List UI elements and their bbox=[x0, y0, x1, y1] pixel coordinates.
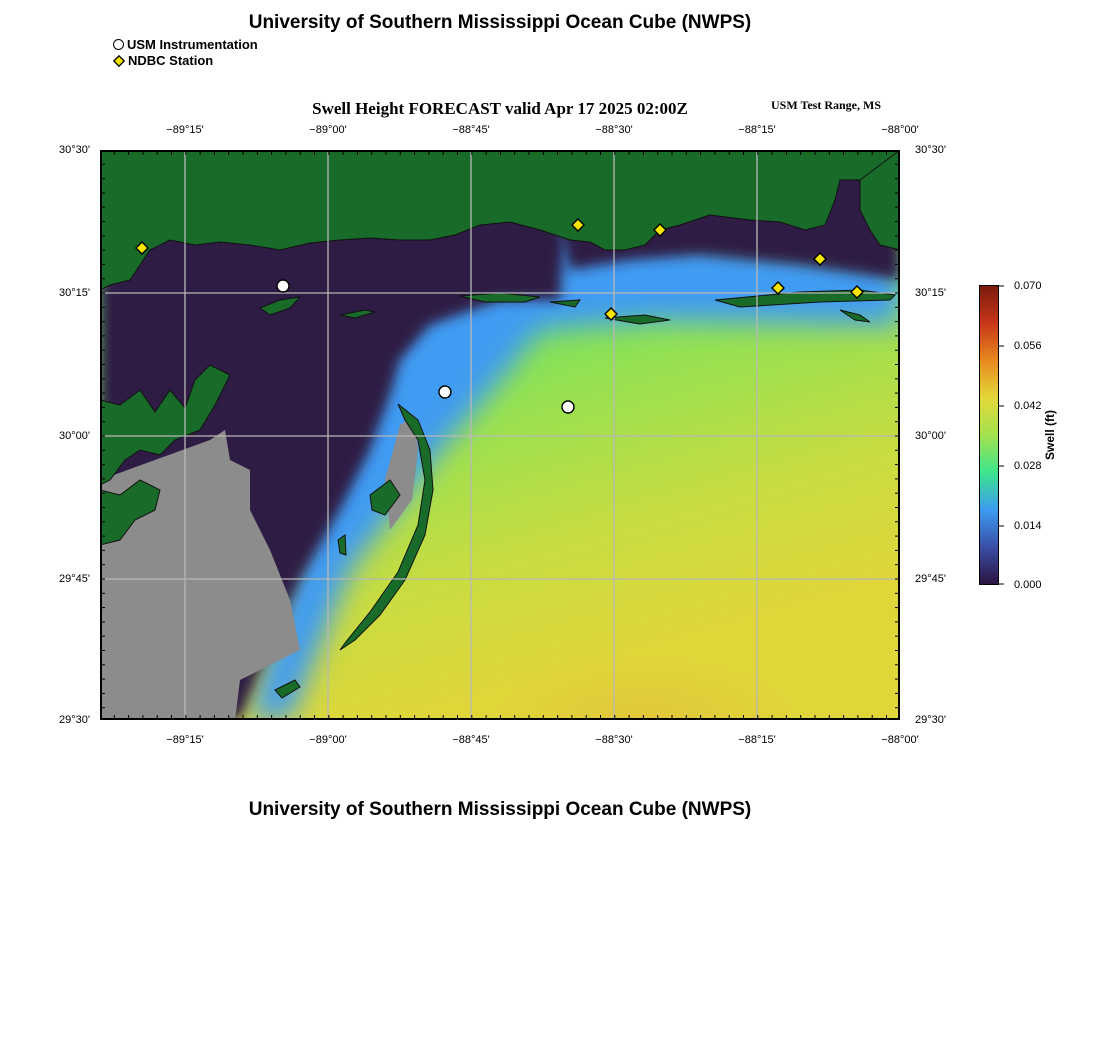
lat-tick-label: 30°00' bbox=[59, 430, 90, 442]
lat-tick-label: 29°30' bbox=[59, 714, 90, 726]
colorbar bbox=[979, 285, 999, 585]
footer-title: University of Southern Mississippi Ocean Cube (NWPS) bbox=[248, 799, 752, 820]
lat-tick-label: 30°30' bbox=[915, 144, 946, 156]
usm-instrument-marker[interactable] bbox=[562, 401, 574, 413]
lon-tick-label: −88°30' bbox=[595, 124, 633, 136]
colorbar-tick-label: 0.028 bbox=[1014, 460, 1042, 472]
lon-tick-label: −88°15' bbox=[738, 734, 776, 746]
page-title: University of Southern Mississippi Ocean Cube (NWPS) bbox=[248, 12, 752, 33]
lon-tick-label: −88°45' bbox=[452, 734, 490, 746]
map-title: Swell Height FORECAST valid Apr 17 2025 02:00Z bbox=[312, 99, 688, 118]
legend-item-ndbc bbox=[113, 53, 213, 68]
lon-tick-label: −88°00' bbox=[881, 124, 919, 136]
usm-instrument-marker[interactable] bbox=[439, 386, 451, 398]
colorbar-title: Swell (ft) bbox=[1043, 410, 1057, 460]
usm-instrument-marker[interactable] bbox=[277, 280, 289, 292]
colorbar-tick-label: 0.000 bbox=[1014, 579, 1042, 591]
lat-tick-label: 29°45' bbox=[59, 573, 90, 585]
lon-tick-label: −89°15' bbox=[166, 734, 204, 746]
lon-tick-label: −88°15' bbox=[738, 124, 776, 136]
colorbar-tick-label: 0.056 bbox=[1014, 340, 1042, 352]
circle-marker-icon bbox=[113, 39, 124, 50]
lon-tick-label: −89°00' bbox=[309, 124, 347, 136]
lat-tick-label: 30°30' bbox=[59, 144, 90, 156]
colorbar-tick-label: 0.070 bbox=[1014, 280, 1042, 292]
map-subtitle: USM Test Range, MS bbox=[771, 98, 882, 112]
colorbar-tick-label: 0.042 bbox=[1014, 400, 1042, 412]
lat-tick-label: 30°15' bbox=[915, 287, 946, 299]
colorbar-ticks bbox=[999, 285, 1007, 587]
lon-tick-label: −89°00' bbox=[309, 734, 347, 746]
lat-tick-label: 30°00' bbox=[915, 430, 946, 442]
swell-map bbox=[100, 150, 900, 720]
legend-label: USM Instrumentation bbox=[127, 37, 258, 52]
diamond-marker-icon bbox=[113, 55, 125, 67]
colorbar-tick-label: 0.014 bbox=[1014, 520, 1042, 532]
lat-tick-label: 30°15' bbox=[59, 287, 90, 299]
lon-tick-label: −88°00' bbox=[881, 734, 919, 746]
lat-tick-label: 29°45' bbox=[915, 573, 946, 585]
lon-tick-label: −88°45' bbox=[452, 124, 490, 136]
lon-tick-label: −89°15' bbox=[166, 124, 204, 136]
legend-item-usm bbox=[113, 37, 258, 52]
lat-tick-label: 29°30' bbox=[915, 714, 946, 726]
lon-tick-label: −88°30' bbox=[595, 734, 633, 746]
legend-label: NDBC Station bbox=[128, 53, 214, 68]
